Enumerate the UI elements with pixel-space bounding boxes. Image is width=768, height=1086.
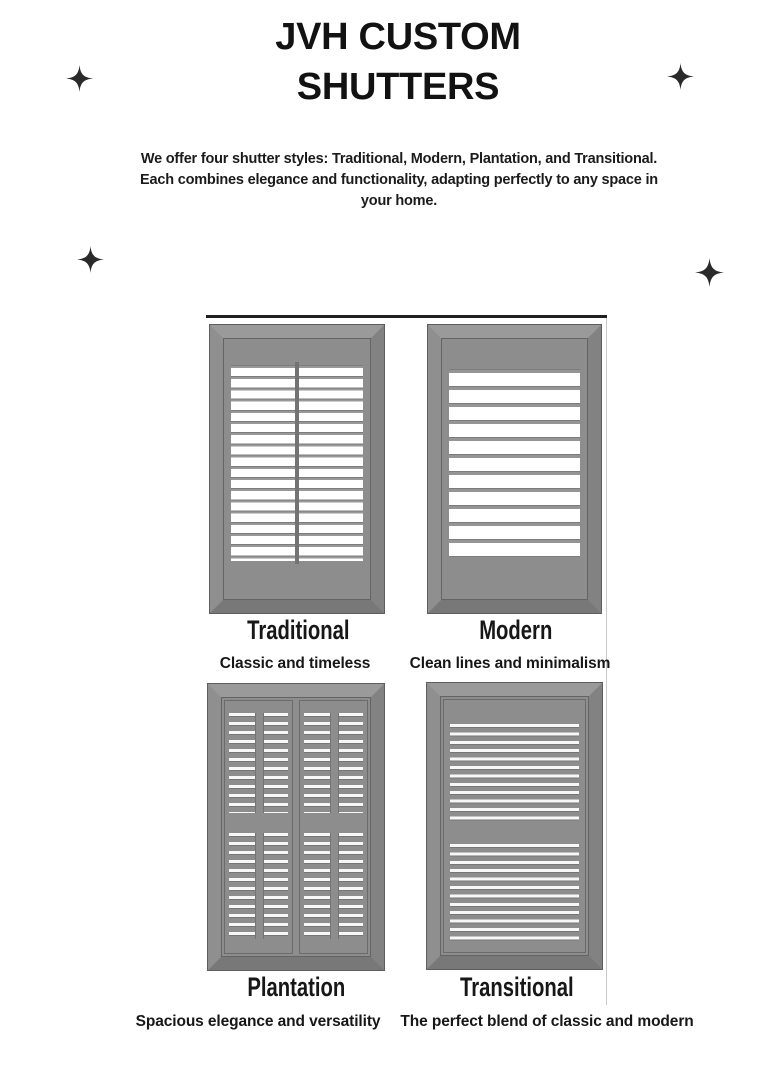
sparkle-mid-left-icon — [77, 245, 104, 274]
door-top-rail — [450, 700, 579, 724]
style-caption-transitional: The perfect blend of classic and modern — [400, 1013, 694, 1030]
style-name-label: Modern — [479, 615, 553, 645]
sparkle-top-left-icon — [66, 64, 93, 93]
shutter-image-transitional — [427, 683, 602, 969]
style-caption-plantation: Spacious elegance and versatility — [135, 1013, 381, 1030]
title-line-1: JVH CUSTOM — [275, 16, 521, 58]
louver-area-upper — [304, 713, 363, 813]
louver-area-upper — [450, 724, 579, 824]
louver-area-lower — [229, 833, 288, 939]
door-top-rail — [229, 701, 288, 713]
style-name-label: Plantation — [247, 972, 345, 1002]
louver-area — [449, 369, 580, 557]
style-name-transitional — [397, 972, 637, 1002]
title-line-2: SHUTTERS — [296, 66, 500, 108]
door-mid-rail — [304, 813, 363, 833]
sparkle-mid-right-icon — [695, 257, 724, 288]
door-top-rail — [304, 701, 363, 713]
style-name-modern — [396, 615, 636, 645]
shutter-image-traditional — [210, 325, 384, 613]
shutter-bottom-rail — [449, 557, 580, 599]
style-name-traditional — [178, 615, 418, 645]
door-bottom-rail — [229, 939, 288, 953]
shutter-panel — [442, 339, 587, 599]
intro-line-1: We offer four shutter styles: Traditional, Modern, Plantation, and Transitional. — [140, 151, 658, 167]
louver-area-upper — [229, 713, 288, 813]
door-bottom-rail — [450, 942, 579, 952]
shutter-top-rail — [449, 339, 580, 369]
shutter-panel — [222, 698, 370, 956]
door-panel-left — [224, 700, 293, 954]
door-panel-right — [299, 700, 368, 954]
style-name-label: Traditional — [246, 615, 350, 645]
style-name-plantation — [176, 972, 416, 1002]
style-caption-traditional: Classic and timeless — [219, 655, 371, 672]
louver-area-lower — [450, 844, 579, 942]
intro-text — [99, 149, 699, 212]
shutter-image-plantation — [208, 684, 384, 970]
style-caption-modern: Clean lines and minimalism — [409, 655, 611, 672]
gallery-top-border — [206, 315, 607, 318]
shutter-panel — [224, 339, 370, 599]
door-mid-rail — [450, 824, 579, 844]
door-bottom-rail — [304, 939, 363, 953]
page-title — [98, 12, 698, 112]
door-panel — [443, 699, 586, 953]
style-name-label: Transitional — [460, 972, 574, 1002]
intro-line-2: Each combines elegance and functionality, adapting perfectly to any space in — [140, 172, 658, 188]
shutter-image-modern — [428, 325, 601, 613]
shutter-bottom-rail — [231, 561, 363, 599]
intro-line-3: your home. — [360, 193, 438, 209]
shutter-panel — [441, 697, 588, 955]
louver-area-lower — [304, 833, 363, 939]
door-mid-rail — [229, 813, 288, 833]
louver-area — [231, 365, 363, 561]
